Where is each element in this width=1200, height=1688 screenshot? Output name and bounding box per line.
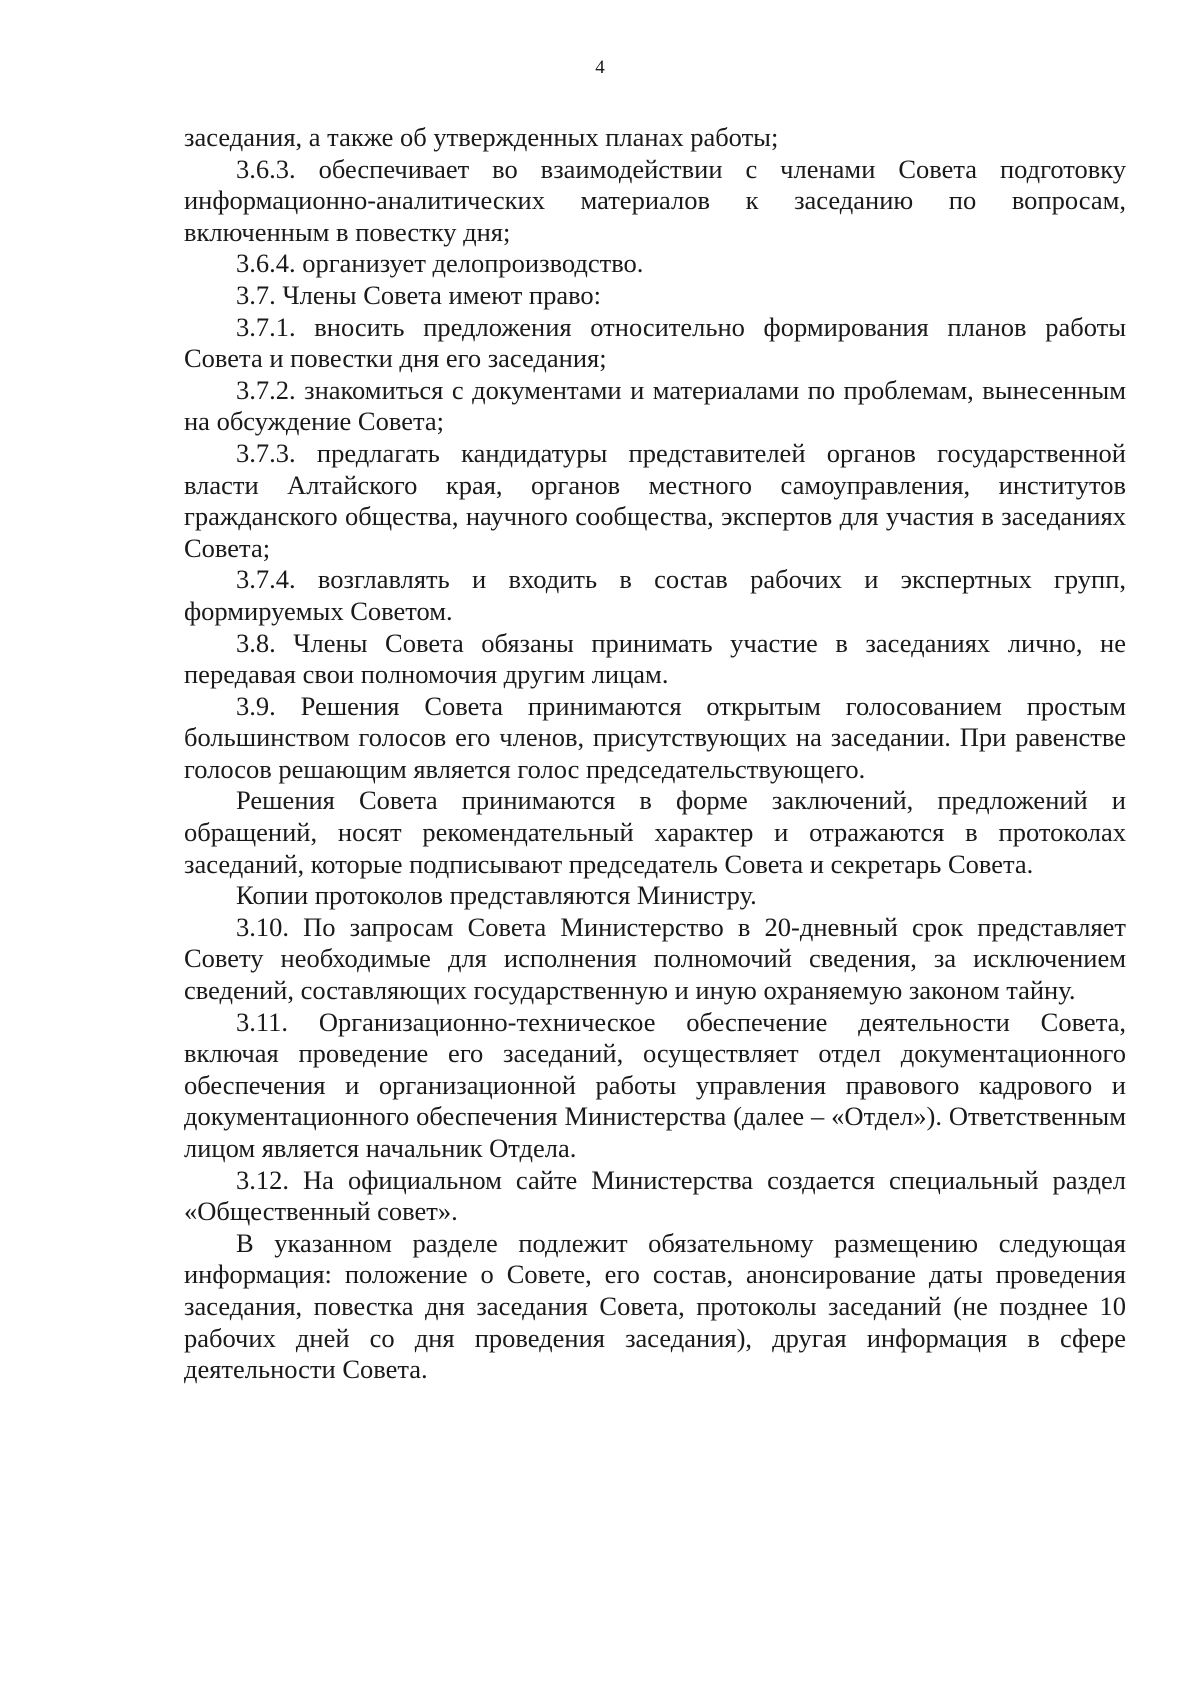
paragraph-3-7: 3.7. Члены Совета имеют право: xyxy=(236,279,602,310)
paragraph-3-8: 3.8. Члены Совета обязаны принимать участие в заседаниях лично, не передавая свои полномочия другим лицам. xyxy=(184,627,1126,690)
paragraph-3-6-3: 3.6.3. обеспечивает во взаимодействии с членами Совета подготовку информационно-аналитических материалов к заседанию по вопросам, включенным в повестку дня; xyxy=(184,153,1126,247)
paragraph-3-7-2: 3.7.2. знакомиться с документами и материалами по проблемам, вынесенным на обсуждение Совета; xyxy=(184,374,1126,437)
paragraph-3-10: 3.10. По запросам Совета Министерство в 20-дневный срок представляет Совету необходимые для исполнения полномочий сведения, за исключением сведений, составляющих государственную и иную охраняемую законом тайну. xyxy=(184,911,1126,1006)
paragraph-3-11: 3.11. Организационно-техническое обеспечение деятельности Совета, включая проведение его заседаний, осуществляет отдел документационного обеспечения и организационной работы управления правового кадрового и документационного обеспечения Министерства (далее – «Отдел»). Ответственным лицом является начальник Отдела. xyxy=(184,1006,1126,1163)
paragraph-section-info: В указанном разделе подлежит обязательному размещению следующая информация: положение о Совете, его состав, анонсирование даты проведения заседания, повестка дня заседания Совета, протоколы заседаний (не позднее 10 рабочих дней со дня проведения заседания), другая информация в сфере деятельности Совета. xyxy=(184,1227,1126,1385)
paragraph-3-7-3: 3.7.3. предлагать кандидатуры представителей органов государственной власти Алтайского края, органов местного самоуправления, институтов гражданского общества, научного сообщества, экспертов для участия в заседаниях Совета; xyxy=(184,437,1126,563)
paragraph-3-12: 3.12. На официальном сайте Министерства создается специальный раздел «Общественный совет». xyxy=(184,1164,1126,1227)
document-body xyxy=(184,122,1126,1386)
page-number: 4 xyxy=(595,57,605,78)
paragraph-3-6-4: 3.6.4. организует делопроизводство. xyxy=(236,248,644,279)
paragraph-protocol-copies: Копии протоколов представляются Министру. xyxy=(236,880,757,911)
paragraph-continuation: заседания, а также об утвержденных планах работы; xyxy=(184,122,779,152)
paragraph-3-9: 3.9. Решения Совета принимаются открытым голосованием простым большинством голосов его членов, присутствующих на заседании. При равенстве голосов решающим является голос председательствующего. xyxy=(184,690,1126,784)
paragraph-decisions-form: Решения Совета принимаются в форме заключений, предложений и обращений, носят рекомендательный характер и отражаются в протоколах заседаний, которые подписывают председатель Совета и секретарь Совета. xyxy=(184,785,1126,879)
paragraph-3-7-4: 3.7.4. возглавлять и входить в состав рабочих и экспертных групп, формируемых Советом. xyxy=(184,564,1126,626)
paragraph-3-7-1: 3.7.1. вносить предложения относительно формирования планов работы Совета и повестки дня его заседания; xyxy=(184,311,1126,374)
